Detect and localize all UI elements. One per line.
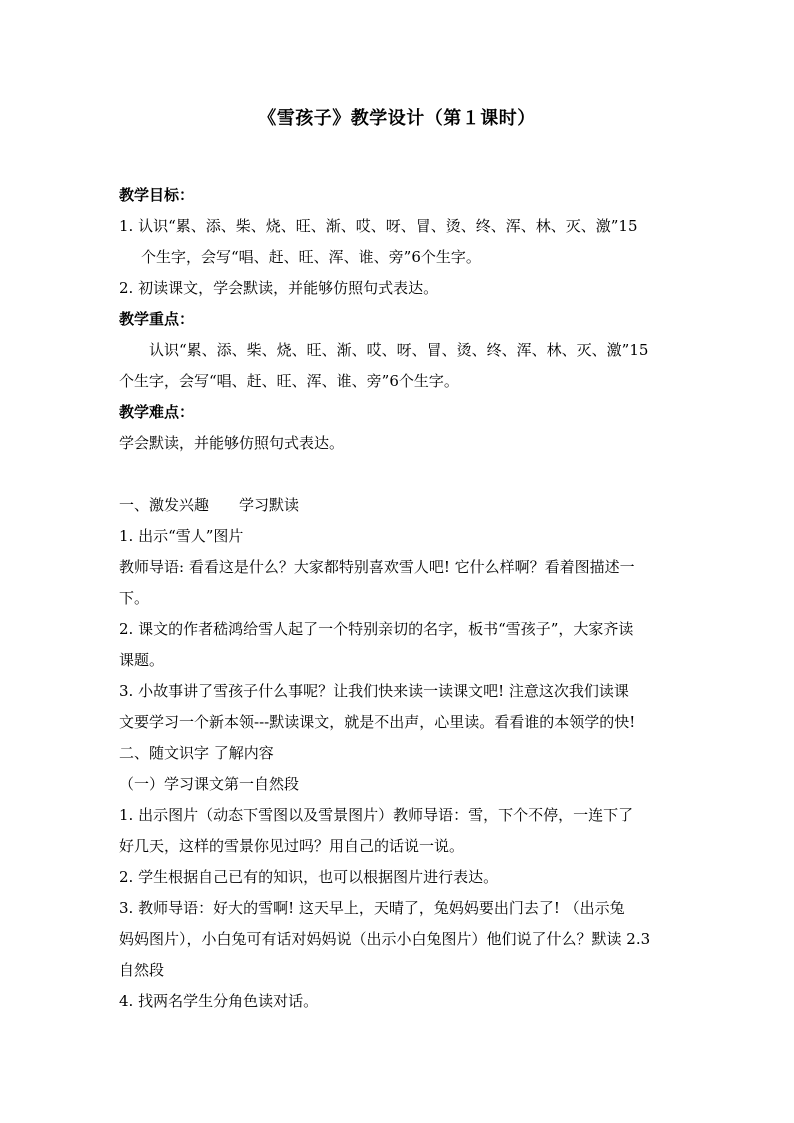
- section-2-heading: 二、随文识字 了解内容: [119, 744, 274, 762]
- section-1-heading: 一、激发兴趣 学习默读: [119, 496, 300, 514]
- page-title: 《雪孩子》教学设计（第１课时）: [258, 108, 536, 129]
- difficulties-text: 学会默读，并能够仿照句式表达。: [119, 434, 345, 452]
- key-points-heading: 教学重点：: [119, 310, 195, 328]
- objective-item-1-line-2: 个生字，会写“唱、赶、旺、浑、谁、旁”6个生字。: [141, 248, 481, 266]
- section-2-step-2: 2. 学生根据自己已有的知识，也可以根据图片进行表达。: [119, 868, 499, 886]
- section-1-step-3-line-2: 文要学习一个新本领---默读课文，就是不出声，心里读。看看谁的本领学的快!: [119, 713, 636, 731]
- section-2-subheading-1: （一）学习课文第一自然段: [119, 775, 300, 793]
- section-2-step-1-line-2: 好几天，这样的雪景你见过吗？用自己的话说一说。: [119, 837, 465, 855]
- section-2-step-3-line-1: 3. 教师导语：好大的雪啊! 这天早上，天晴了，兔妈妈要出门去了! （出示兔: [119, 899, 625, 917]
- key-points-line-1: 认识“累、添、柴、烧、旺、渐、哎、呀、冒、烫、终、浑、林、灭、激”15: [149, 341, 649, 359]
- blank-line: [119, 459, 679, 490]
- key-points-line-2: 个生字，会写“唱、赶、旺、浑、谁、旁”6个生字。: [119, 372, 459, 390]
- section-1-step-2-line-2: 课题。: [119, 651, 165, 669]
- section-1-step-3-line-1: 3. 小故事讲了雪孩子什么事呢？让我们快来读一读课文吧! 注意这次我们读课: [119, 682, 629, 700]
- section-1-step-2-line-1: 2. 课文的作者嵇鸿给雪人起了一个特别亲切的名字，板书“雪孩子”，大家齐读: [119, 620, 634, 638]
- section-2-step-1-line-1: 1. 出示图片（动态下雪图以及雪景图片）教师导语：雪，下个不停，一连下了: [119, 806, 634, 824]
- section-2-step-3-line-2: 妈妈图片），小白兔可有话对妈妈说（出示小白兔图片）他们说了什么？默读 2.3: [119, 930, 651, 948]
- section-2-step-3-line-3: 自然段: [119, 961, 165, 979]
- document-body: [119, 180, 679, 1017]
- section-1-guide-line-2: 下。: [119, 589, 150, 607]
- objective-item-2: 2. 初读课文，学会默读，并能够仿照句式表达。: [119, 279, 439, 297]
- section-2-step-4: 4. 找两名学生分角色读对话。: [119, 992, 319, 1010]
- section-1-guide-line-1: 教师导语: 看看这是什么？大家都特别喜欢雪人吧! 它什么样啊？看着图描述一: [119, 558, 635, 576]
- difficulties-heading: 教学难点：: [119, 403, 195, 421]
- objectives-heading: 教学目标：: [119, 186, 195, 204]
- objective-item-1-line-1: 1. 认识“累、添、柴、烧、旺、渐、哎、呀、冒、烫、终、浑、林、灭、激”15: [119, 217, 638, 235]
- section-1-step-1: 1. 出示“雪人”图片: [119, 527, 244, 545]
